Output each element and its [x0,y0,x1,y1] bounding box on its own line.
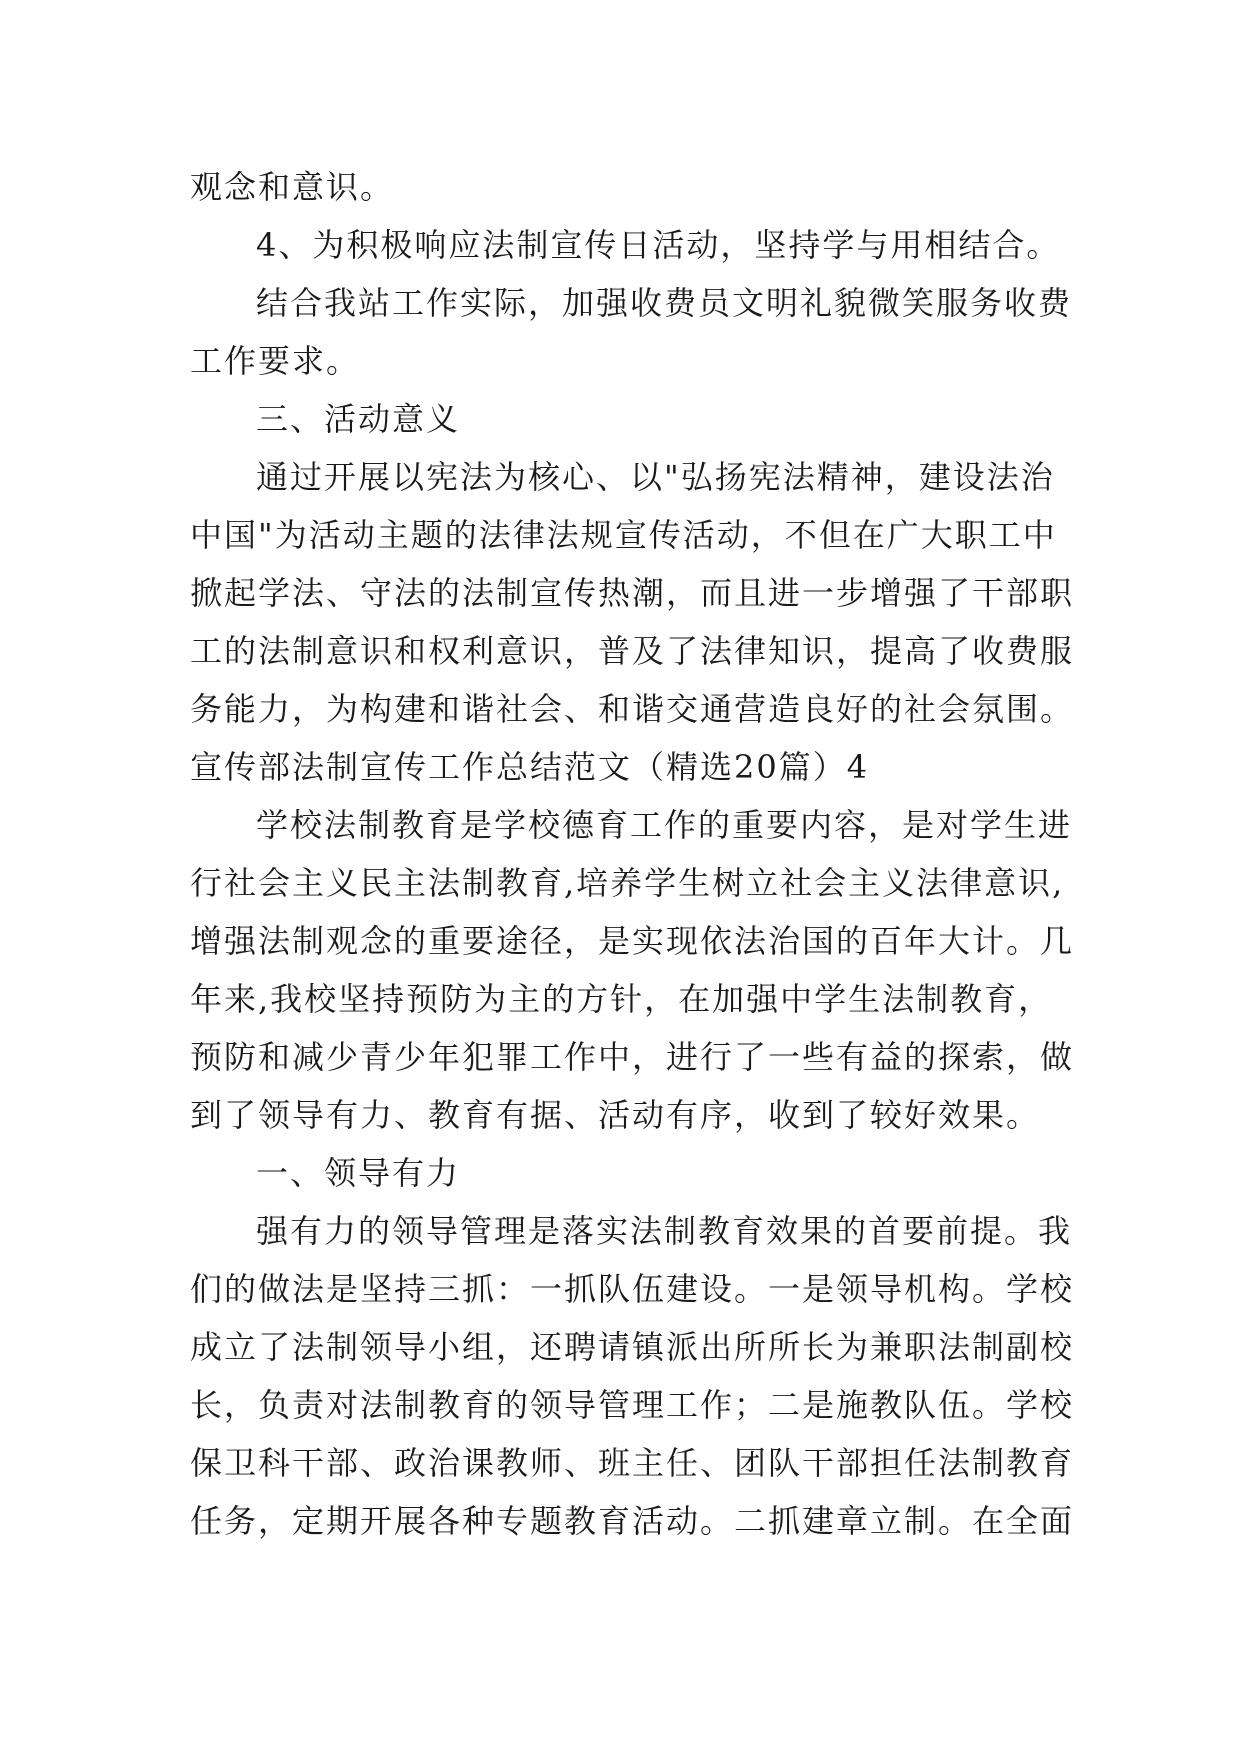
text-line: 保卫科干部、政治课教师、班主任、团队干部担任法制教育 [190,1444,1075,1482]
text-line: 中国"为活动主题的法律法规宣传活动，不但在广大职工中 [190,516,1057,554]
text-line: 成立了法制领导小组，还聘请镇派出所所长为兼职法制副校 [190,1328,1075,1366]
document-body [190,158,1075,1550]
text-line: 学校法制教育是学校德育工作的重要内容，是对学生进 [256,806,1073,844]
text-line: 到了领导有力、教育有据、活动有序，收到了较好效果。 [190,1096,1041,1134]
text-line: 4、为积极响应法制宣传日活动，坚持学与用相结合。 [256,226,1061,264]
text-line: 工作要求。 [190,342,361,380]
text-line: 强有力的领导管理是落实法制教育效果的首要前提。我 [256,1212,1073,1250]
text-line: 掀起学法、守法的法制宣传热潮，而且进一步增强了干部职 [190,574,1075,612]
text-line: 长，负责对法制教育的领导管理工作；二是施教队伍。学校 [190,1386,1075,1424]
text-line: 们的做法是坚持三抓：一抓队伍建设。一是领导机构。学校 [190,1270,1075,1308]
article-title: 宣传部法制宣传工作总结范文（精选20篇）4 [190,748,870,786]
text-line: 观念和意识。 [190,168,395,206]
text-line: 结合我站工作实际，加强收费员文明礼貌微笑服务收费 [256,284,1073,322]
text-line: 年来,我校坚持预防为主的方针，在加强中学生法制教育， [190,980,1053,1018]
section-heading: 三、活动意义 [256,400,461,438]
text-line: 通过开展以宪法为核心、以"弘扬宪法精神，建设法治 [256,458,1055,496]
text-line: 增强法制观念的重要途径，是实现依法治国的百年大计。几 [190,922,1075,960]
text-line: 工的法制意识和权利意识，普及了法律知识，提高了收费服 [190,632,1075,670]
text-line: 务能力，为构建和谐社会、和谐交通营造良好的社会氛围。 [190,690,1075,728]
text-line: 任务，定期开展各种专题教育活动。二抓建章立制。在全面 [190,1502,1075,1540]
text-line: 行社会主义民主法制教育,培养学生树立社会主义法律意识, [190,864,1065,902]
section-heading: 一、领导有力 [256,1154,461,1192]
text-line: 预防和减少青少年犯罪工作中，进行了一些有益的探索，做 [190,1038,1075,1076]
